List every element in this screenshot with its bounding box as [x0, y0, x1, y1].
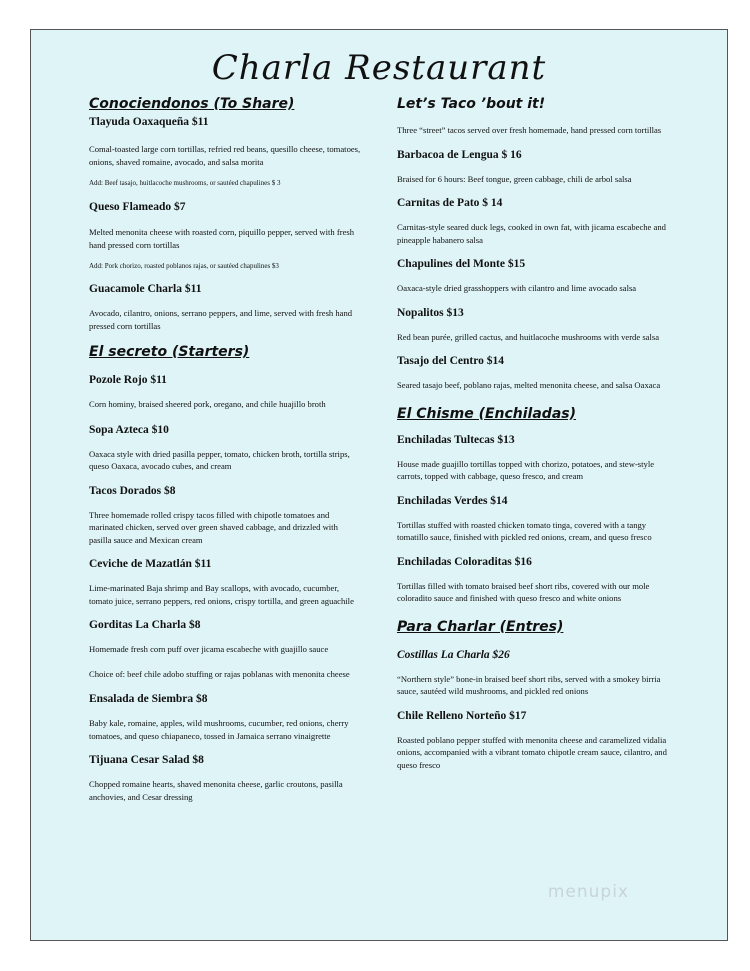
item-name: Chile Relleno Norteño $17 [397, 709, 527, 722]
item-desc: Lime-marinated Baja shrimp and Bay scallops, with avocado, cucumber, tomato juice, serrano peppers, red onions, crispy tortilla, and green aguachile [89, 583, 354, 606]
restaurant-title: Charla Restaurant [211, 48, 547, 88]
section-intro: Three “street” tacos served over fresh homemade, hand pressed corn tortillas [397, 125, 662, 135]
section-title: Conociendonos (To Share) [89, 96, 295, 112]
section-title: Para Charlar (Entres) [397, 618, 564, 635]
item-desc: Tortillas stuffed with roasted chicken tomato tinga, covered with a tangy tomatillo sauce, finished with pickled red onions, cream, and queso fresco [397, 519, 652, 542]
item-desc: Oaxaca style with dried pasilla pepper, tomato, chicken broth, tortilla strips, queso Oaxaca, avocado cubes, and cream [89, 448, 350, 471]
item-name: Tlayuda Oaxaqueña $11 [89, 116, 209, 128]
item-desc: Roasted poblano pepper stuffed with menonita cheese and caramelized vidalia onions, accompanied with a vibrant tomato chipotle cream sauce, cilantro, and queso fresco [397, 734, 667, 770]
item-desc: “Northern style” bone-in braised beef short ribs, served with a smokey birria sauce, sautéed wild mushrooms, and pickled red onions [397, 673, 661, 696]
section-title: El Chisme (Enchiladas) [397, 405, 577, 422]
item-name: Enchiladas Tultecas $13 [397, 433, 515, 446]
item-name: Gorditas La Charla $8 [89, 619, 201, 631]
item-name: Enchiladas Coloraditas $16 [397, 555, 532, 568]
item-name: Tijuana Cesar Salad $8 [89, 754, 204, 766]
item-desc: Tortillas filled with tomato braised beef short ribs, covered with our mole coloradito sauce and finished with queso fresco and white onions [397, 580, 650, 603]
item-name: Tacos Dorados $8 [89, 484, 176, 497]
item-name: Ceviche de Mazatlán $11 [89, 558, 212, 570]
item-desc: Red bean purée, grilled cactus, and huitlacoche mushrooms with verde salsa [397, 331, 660, 342]
item-desc: Chopped romaine hearts, shaved menonita cheese, garlic croutons, pasilla anchovies, and Cesar dressing [89, 779, 343, 802]
item-name: Pozole Rojo $11 [89, 374, 167, 386]
item-name: Queso Flameado $7 [89, 201, 186, 213]
item-name: Sopa Azteca $10 [89, 423, 169, 436]
watermark: menupix [547, 882, 629, 902]
item-desc: Carnitas-style seared duck legs, cooked in own fat, with jicama escabeche and pineapple habanero salsa [397, 222, 666, 245]
item-desc: Oaxaca-style dried grasshoppers with cilantro and lime avocado salsa [397, 283, 637, 293]
item-name: Guacamole Charla $11 [89, 283, 202, 295]
item-desc: Baby kale, romaine, apples, wild mushrooms, cucumber, red onions, cherry tomatoes, and queso chiapaneco, tossed in Jamaica serrano vinaigrette [89, 718, 349, 741]
item-desc: Comal-toasted large corn tortillas, refried red beans, quesillo cheese, tomatoes, onions, shaved romaine, avocado, and salsa morita [89, 144, 361, 167]
item-desc: Corn hominy, braised sheered pork, oregano, and chile huajillo broth [89, 399, 326, 409]
item-desc: Choice of: beef chile adobo stuffing or rajas poblanas with menonita cheese [89, 668, 350, 679]
item-name: Tasajo del Centro $14 [397, 355, 505, 367]
item-add-on: Add: Pork chorizo, roasted poblanos rajas, or sautéed chapulines $3 [89, 262, 279, 270]
item-desc: Seared tasajo beef, poblano rajas, melted menonita cheese, and salsa Oaxaca [397, 380, 661, 390]
item-name: Costillas La Charla $26 [397, 648, 510, 661]
item-name: Ensalada de Siembra $8 [89, 693, 208, 705]
item-add-on: Add: Beef tasajo, huitlacoche mushrooms, or sautéed chapulines $ 3 [89, 179, 281, 187]
section-title: Let’s Taco ’bout it! [397, 96, 546, 112]
item-desc: Homemade fresh corn puff over jicama escabeche with guajillo sauce [89, 644, 329, 654]
menu-page [30, 29, 728, 941]
section-title: El secreto (Starters) [89, 344, 250, 360]
item-name: Barbacoa de Lengua $ 16 [397, 148, 522, 161]
item-name: Enchiladas Verdes $14 [397, 494, 508, 507]
item-name: Chapulines del Monte $15 [397, 258, 526, 270]
item-desc: House made guajillo tortillas topped with chorizo, potatoes, and stew-style carrots, topped with cabbage, queso fresco, and cream [397, 458, 655, 481]
item-desc: Avocado, cilantro, onions, serrano peppers, and lime, served with fresh hand pressed corn tortillas [89, 308, 353, 331]
right-column [397, 96, 667, 771]
left-column [89, 96, 361, 803]
item-name: Carnitas de Pato $ 14 [397, 197, 503, 209]
item-desc: Braised for 6 hours: Beef tongue, green cabbage, chili de arbol salsa [397, 173, 632, 184]
item-name: Nopalitos $13 [397, 306, 464, 319]
item-desc: Three homemade rolled crispy tacos filled with chipotle tomatoes and marinated chicken, served over green shaved cabbage, and drizzled with pasilla sauce and Mexican cream [89, 509, 338, 545]
item-desc: Melted menonita cheese with roasted corn, piquillo pepper, served with fresh hand pressed corn tortillas [89, 227, 355, 250]
